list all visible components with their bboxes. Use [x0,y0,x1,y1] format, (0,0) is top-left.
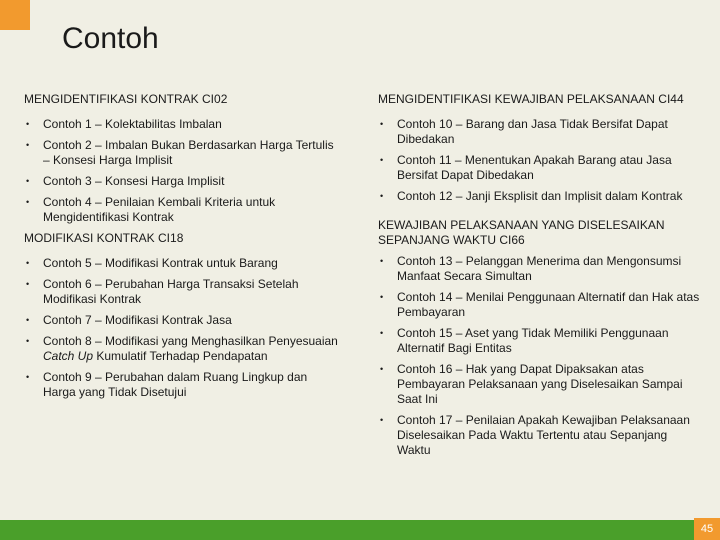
section-heading-kewajiban: MENGIDENTIFIKASI KEWAJIBAN PELAKSANAAN CI44 [378,92,684,106]
list-item: • Contoh 9 – Perubahan dalam Ruang Lingkup dan Harga yang Tidak Disetujui [26,370,308,399]
list-item: • Contoh 17 – Penilaian Apakah Kewajiban Pelaksanaan Diselesaikan Pada Waktu Tertentu atau Sepanjang Waktu [380,413,690,457]
section-heading-modifikasi: MODIFIKASI KONTRAK CI18 [24,231,184,245]
bullet-icon: • [380,256,384,266]
bullet-icon: • [380,191,384,201]
bullet-icon: • [26,336,30,346]
list-modifikasi [24,256,342,400]
bullet-icon: • [26,372,30,382]
list-item: • Contoh 5 – Modifikasi Kontrak untuk Barang [26,256,278,270]
list-item: • Contoh 1 – Kolektabilitas Imbalan [26,117,222,131]
list-item: • Contoh 11 – Menentukan Apakah Barang atau Jasa Bersifat Dapat Dibedakan [380,153,672,182]
bullet-icon: • [26,176,30,186]
bullet-icon: • [26,140,30,150]
list-item: • Contoh 10 – Barang dan Jasa Tidak Bersifat Dapat Dibedakan [380,117,668,146]
bullet-icon: • [380,155,384,165]
slide-title: Contoh [62,22,159,55]
left-column [24,92,342,406]
page-number: 45 [694,518,720,540]
bullet-icon: • [380,415,384,425]
bullet-icon: • [380,292,384,302]
corner-accent [0,0,30,30]
list-item: • Contoh 16 – Hak yang Dapat Dipaksakan atas Pembayaran Pelaksanaan yang Diselesaikan Sampai Saat Ini [380,362,683,406]
list-kewajiban [378,117,700,204]
footer-bar [0,520,720,540]
list-item: • Contoh 8 – Modifikasi yang Menghasilkan Penyesuaian Catch Up Kumulatif Terhadap Pendapatan [26,334,338,363]
right-column [378,92,700,464]
bullet-icon: • [26,119,30,129]
bullet-icon: • [26,279,30,289]
list-item: • Contoh 6 – Perubahan Harga Transaksi Setelah Modifikasi Kontrak [26,277,299,306]
list-item: • Contoh 13 – Pelanggan Menerima dan Mengonsumsi Manfaat Secara Simultan [380,254,682,283]
list-item: • Contoh 7 – Modifikasi Kontrak Jasa [26,313,232,327]
list-item: • Contoh 12 – Janji Eksplisit dan Implisit dalam Kontrak [380,189,683,203]
bullet-icon: • [380,328,384,338]
bullet-icon: • [26,258,30,268]
bullet-icon: • [380,119,384,129]
bullet-icon: • [380,364,384,374]
list-item: • Contoh 14 – Menilai Penggunaan Alternatif dan Hak atas Pembayaran [380,290,700,319]
list-item: • Contoh 2 – Imbalan Bukan Berdasarkan Harga Tertulis – Konsesi Harga Implisit [26,138,334,167]
list-kontrak [24,117,342,225]
bullet-icon: • [26,315,30,325]
section-heading-sepanjang-waktu: KEWAJIBAN PELAKSANAAN YANG DISELESAIKAN SEPANJANG WAKTU CI66 [378,218,665,247]
section-heading-kontrak: MENGIDENTIFIKASI KONTRAK CI02 [24,92,228,106]
list-item: • Contoh 4 – Penilaian Kembali Kriteria untuk Mengidentifikasi Kontrak [26,195,276,224]
bullet-icon: • [26,197,30,207]
list-item: • Contoh 15 – Aset yang Tidak Memiliki Penggunaan Alternatif Bagi Entitas [380,326,669,355]
list-item: • Contoh 3 – Konsesi Harga Implisit [26,174,225,188]
list-sepanjang-waktu [378,254,700,458]
